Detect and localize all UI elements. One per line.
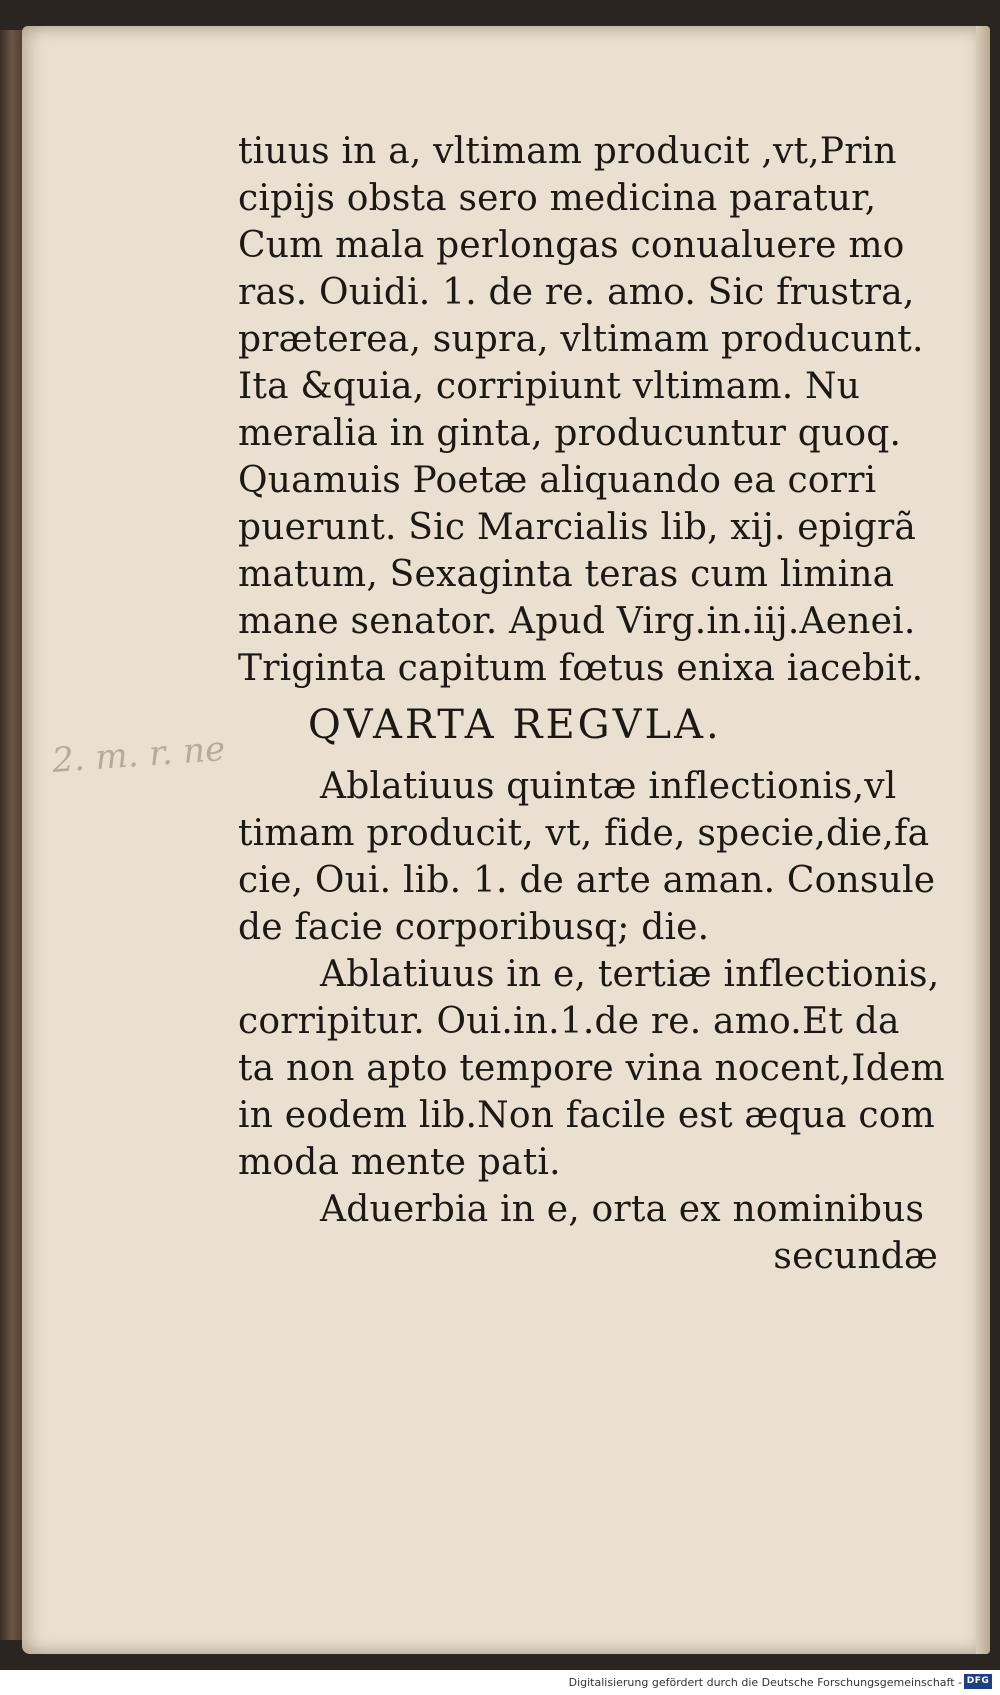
- text-line: Ita &quia, corripiunt vltimam. Nu: [238, 366, 861, 407]
- text-line: timam producit, vt, fide, specie,die,fa: [238, 813, 930, 854]
- text-line: præterea, supra, vltimam producunt.: [238, 319, 924, 360]
- text-line: in eodem lib.Non facile est æqua com: [238, 1095, 935, 1136]
- text-line: tiuus in a, vltimam producit ,vt,Prin: [238, 131, 897, 172]
- text-line: Ablatiuus quintæ inflectionis,vl: [320, 766, 897, 807]
- text-line: mane senator. Apud Virg.in.iij.Aenei.: [238, 601, 916, 642]
- text-line: cipijs obsta sero medicina paratur,: [238, 178, 877, 219]
- text-line: Triginta capitum fœtus enixa iacebit.: [238, 648, 924, 689]
- footer-credit: Digitalisierung gefördert durch die Deutsche Forschungsgemeinschaft -: [568, 1676, 962, 1689]
- text-line: puerunt. Sic Marcialis lib, xij. epigrã: [238, 507, 917, 548]
- text-line: Ablatiuus in e, tertiæ inflectionis,: [320, 954, 940, 995]
- text-line: de facie corporibusq; die.: [238, 907, 710, 948]
- text-line: matum, Sexaginta teras cum limina: [238, 554, 895, 595]
- catchword: secundæ: [773, 1236, 938, 1277]
- margin-note: 2. m. r. ne: [50, 729, 227, 781]
- text-line: Quamuis Poetæ aliquando ea corri: [238, 460, 877, 501]
- text-line: ta non apto tempore vina nocent,Idem: [238, 1048, 945, 1089]
- text-line: meralia in ginta, producuntur quoq.: [238, 413, 902, 454]
- text-line: Cum mala perlongas conualuere mo: [238, 225, 905, 266]
- text-line: cie, Oui. lib. 1. de arte aman. Consule: [238, 860, 936, 901]
- text-line: moda mente pati.: [238, 1142, 561, 1183]
- text-line: ras. Ouidi. 1. de re. amo. Sic frustra,: [238, 272, 915, 313]
- text-line: Aduerbia in e, orta ex nominibus: [320, 1189, 925, 1230]
- page-edge: [976, 26, 990, 1654]
- text-block: [238, 128, 958, 1280]
- section-heading: QVARTA REGVLA.: [308, 702, 722, 748]
- text-line: corripitur. Oui.in.1.de re. amo.Et da: [238, 1001, 900, 1042]
- dfg-logo-icon: DFG: [964, 1674, 992, 1689]
